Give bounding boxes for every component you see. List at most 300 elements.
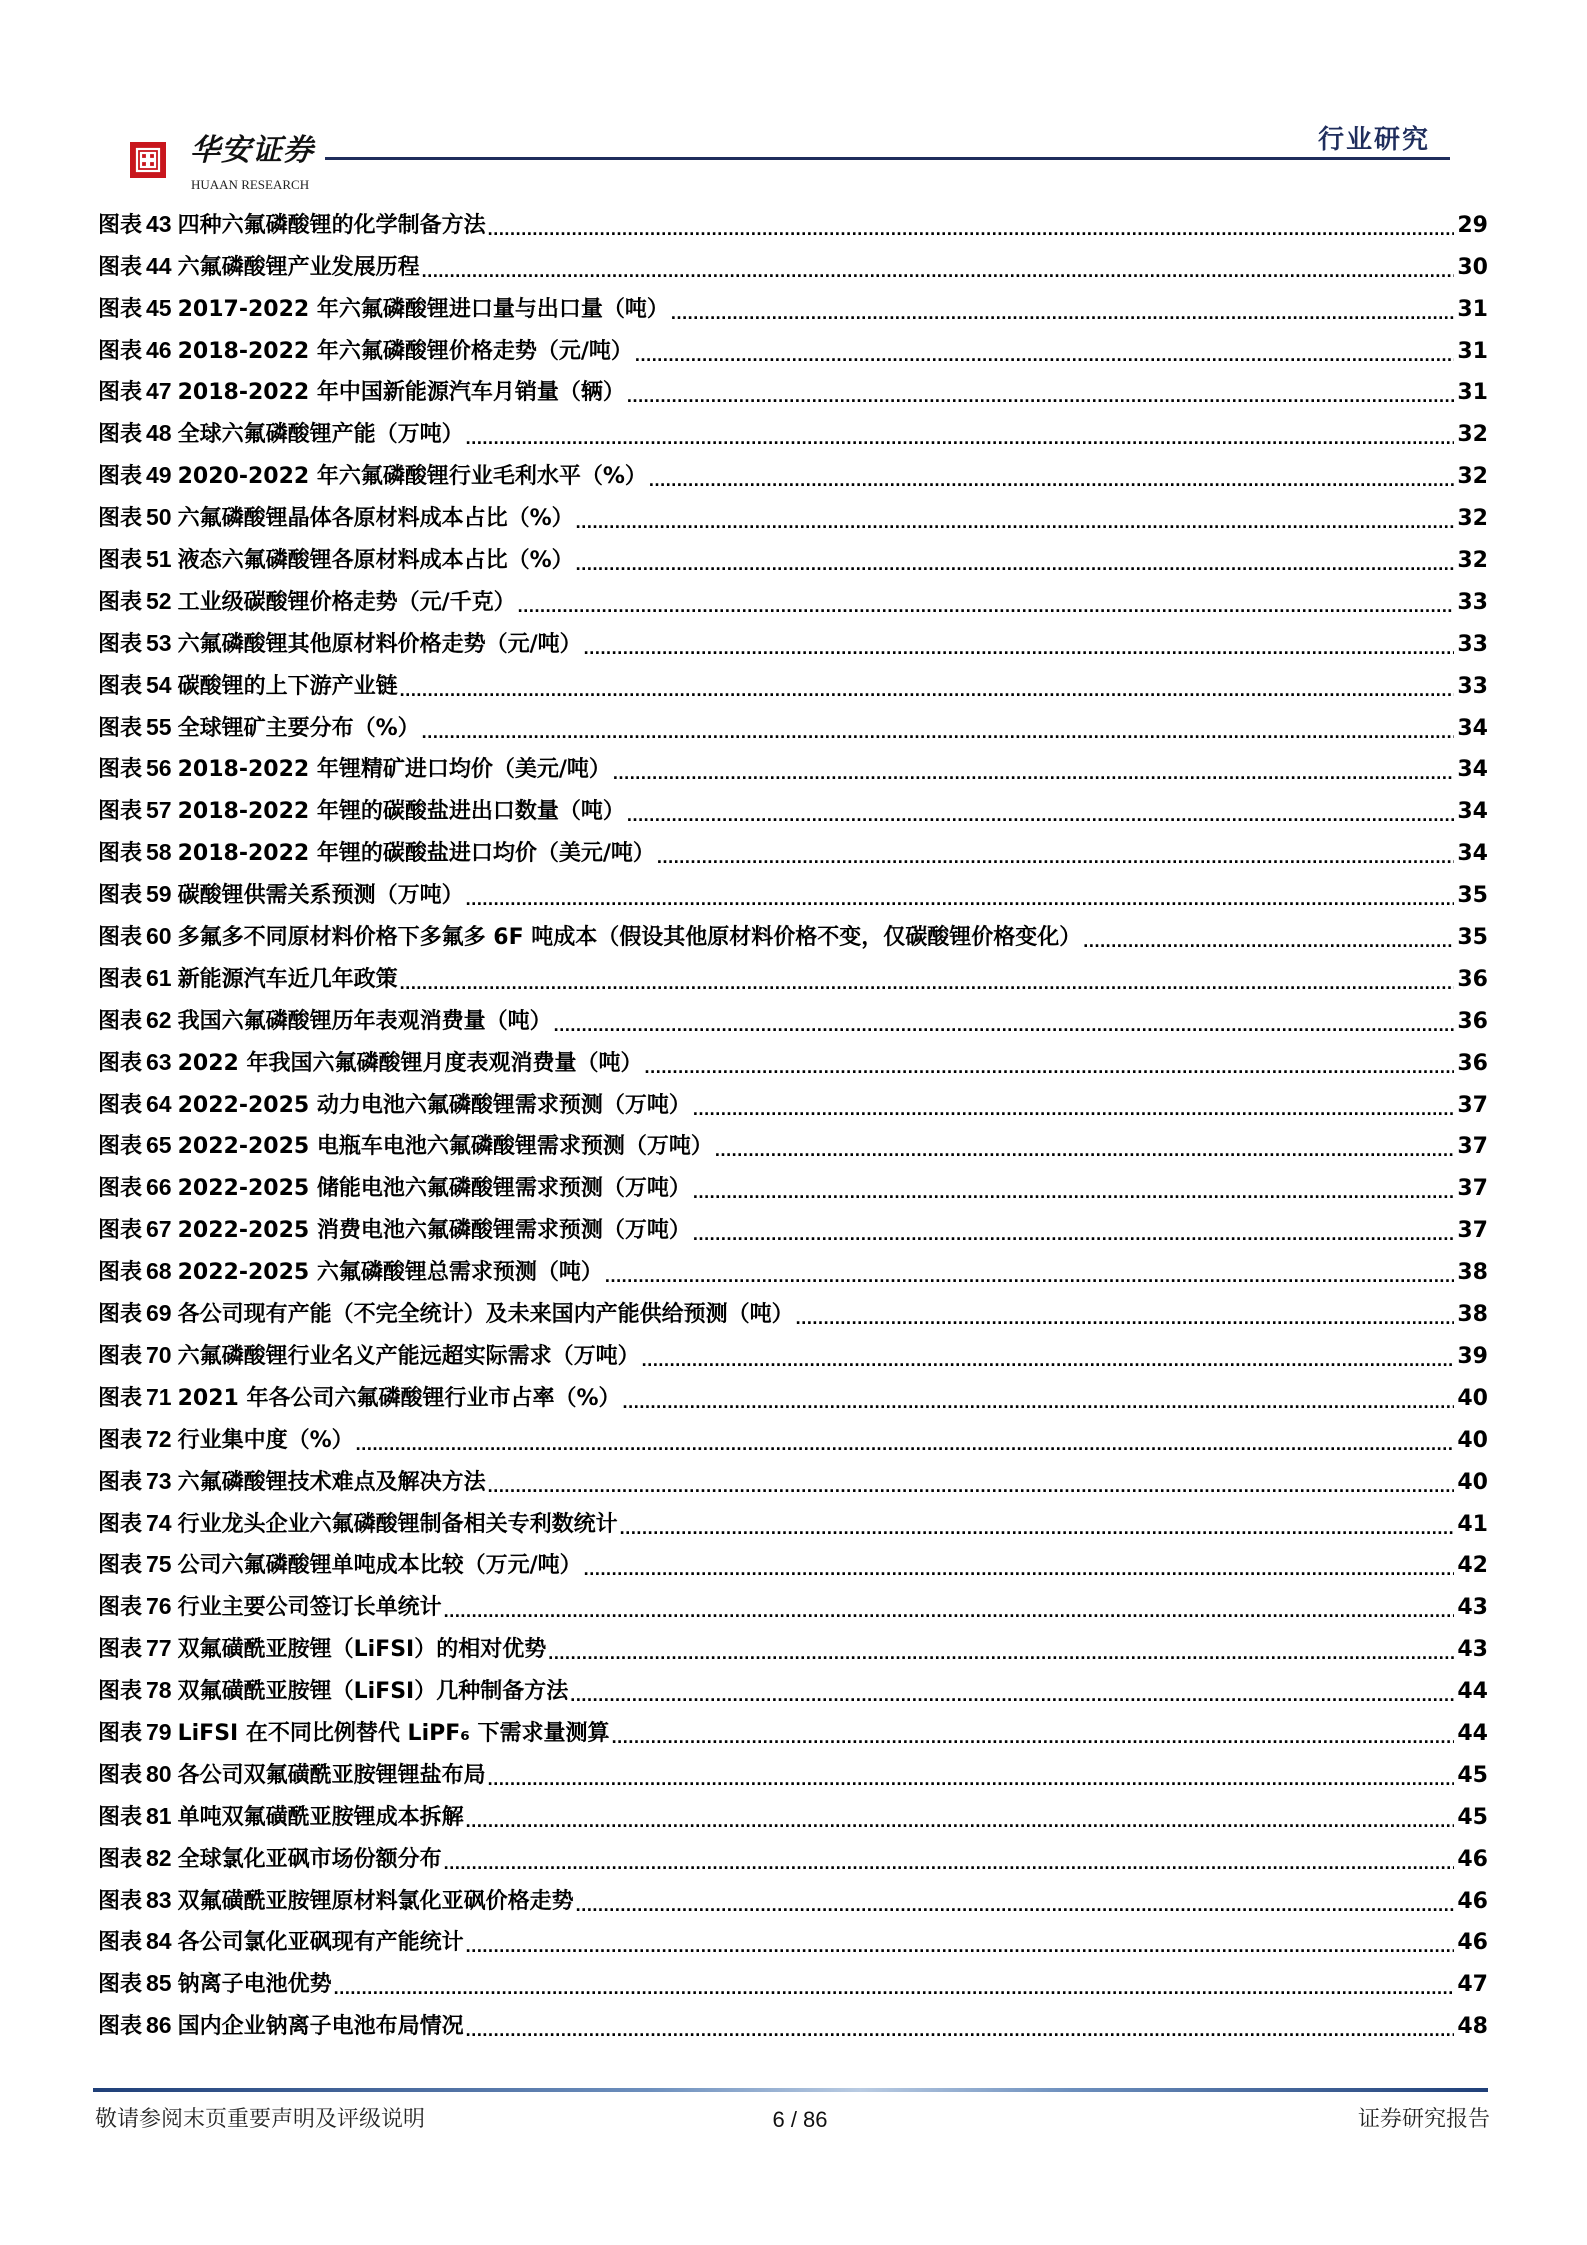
toc-entry-title: 2018-2022 年六氟磷酸锂价格走势（元/吨） <box>177 338 633 364</box>
toc-entry-title: 双氟磺酰亚胺锂原材料氯化亚砜价格走势 <box>177 1888 574 1914</box>
toc-entry-number: 81 <box>146 1802 172 1829</box>
toc-entry-number: 47 <box>146 378 172 405</box>
toc-entry-page[interactable]: 30 <box>1457 254 1488 280</box>
toc-entry-prefix: 图表 <box>98 422 143 448</box>
dot-leader <box>570 1678 1454 1706</box>
toc-entry-page[interactable]: 31 <box>1457 380 1488 406</box>
toc-entry-prefix: 图表 <box>98 1050 143 1076</box>
toc-entry[interactable] <box>98 198 1488 240</box>
table-of-figures <box>98 198 1488 2041</box>
toc-entry-number: 58 <box>146 839 172 866</box>
toc-entry-title: 国内企业钠离子电池布局情况 <box>177 2014 464 2040</box>
dot-leader <box>466 1804 1454 1832</box>
toc-entry-label[interactable] <box>98 1425 356 1455</box>
toc-entry-number: 65 <box>146 1132 172 1159</box>
toc-entry-title: 2022 年我国六氟磷酸锂月度表观消费量（吨） <box>177 1050 643 1076</box>
toc-entry-label[interactable] <box>98 1467 488 1497</box>
toc-entry[interactable] <box>98 784 1488 826</box>
dot-leader <box>627 798 1454 826</box>
toc-entry-prefix: 图表 <box>98 1679 143 1705</box>
toc-entry-title: 行业主要公司签订长单统计 <box>177 1595 442 1621</box>
toc-entry-page[interactable]: 32 <box>1457 548 1488 574</box>
toc-entry-prefix: 图表 <box>98 1427 143 1453</box>
toc-entry-label[interactable] <box>98 629 584 659</box>
toc-entry-page[interactable]: 38 <box>1457 1260 1488 1286</box>
toc-entry[interactable] <box>98 994 1488 1036</box>
toc-entry-prefix: 图表 <box>98 799 143 825</box>
toc-entry[interactable] <box>98 1748 1488 1790</box>
toc-entry[interactable] <box>98 617 1488 659</box>
dot-leader <box>715 1133 1454 1161</box>
toc-entry-label[interactable] <box>98 419 466 449</box>
toc-entry-number: 84 <box>146 1928 172 1955</box>
toc-entry-title: 单吨双氟磺酰亚胺锂成本拆解 <box>177 1804 464 1830</box>
toc-entry-title: 液态六氟磷酸锂各原材料成本占比（%） <box>177 548 574 574</box>
toc-entry-label[interactable] <box>98 587 518 617</box>
toc-entry[interactable] <box>98 1957 1488 1999</box>
toc-entry-label[interactable] <box>98 1173 693 1203</box>
toc-entry-page[interactable]: 41 <box>1457 1511 1488 1537</box>
dot-leader <box>693 1092 1454 1120</box>
toc-entry-number: 62 <box>146 1006 172 1033</box>
dot-leader <box>400 966 1454 994</box>
toc-entry-prefix: 图表 <box>98 841 143 867</box>
toc-entry[interactable] <box>98 1078 1488 1120</box>
toc-entry-label[interactable] <box>98 1509 620 1539</box>
toc-entry-page[interactable]: 45 <box>1457 1762 1488 1788</box>
toc-entry-page[interactable]: 29 <box>1457 212 1488 238</box>
toc-entry-title: 多氟多不同原材料价格下多氟多 6F 吨成本（假设其他原材料价格不变，仅碳酸锂价格变化） <box>177 925 1082 951</box>
toc-entry-page[interactable]: 32 <box>1457 464 1488 490</box>
toc-entry-title: 2018-2022 年中国新能源汽车月销量（辆） <box>177 380 625 406</box>
toc-entry-prefix: 图表 <box>98 1595 143 1621</box>
toc-entry-prefix: 图表 <box>98 1930 143 1956</box>
toc-entry[interactable] <box>98 1790 1488 1832</box>
toc-entry[interactable] <box>98 240 1488 282</box>
toc-entry-label[interactable] <box>98 545 576 575</box>
toc-entry[interactable] <box>98 533 1488 575</box>
toc-entry-label[interactable] <box>98 377 627 407</box>
toc-entry-prefix: 图表 <box>98 1302 143 1328</box>
toc-entry-page[interactable]: 39 <box>1457 1343 1488 1369</box>
toc-entry-number: 53 <box>146 629 172 656</box>
toc-entry-title: 双氟磺酰亚胺锂（LiFSI）的相对优势 <box>177 1637 547 1663</box>
toc-entry-label[interactable] <box>98 880 466 910</box>
toc-entry[interactable] <box>98 407 1488 449</box>
toc-entry-page[interactable]: 34 <box>1457 715 1488 741</box>
toc-entry[interactable] <box>98 282 1488 324</box>
toc-entry-number: 70 <box>146 1341 172 1368</box>
toc-entry-title: 2022-2025 六氟磷酸锂总需求预测（吨） <box>177 1260 603 1286</box>
toc-entry[interactable] <box>98 1203 1488 1245</box>
toc-entry-label[interactable] <box>98 1090 693 1120</box>
dot-leader <box>466 2013 1454 2041</box>
toc-entry[interactable] <box>98 1329 1488 1371</box>
toc-entry-title: 行业龙头企业六氟磷酸锂制备相关专利数统计 <box>177 1511 618 1537</box>
toc-entry[interactable] <box>98 1036 1488 1078</box>
toc-entry-page[interactable]: 33 <box>1457 589 1488 615</box>
dot-leader <box>645 1050 1454 1078</box>
toc-entry-number: 50 <box>146 504 172 531</box>
toc-entry-page[interactable]: 34 <box>1457 757 1488 783</box>
toc-entry-title: 六氟磷酸锂其他原材料价格走势（元/吨） <box>177 631 582 657</box>
toc-entry[interactable] <box>98 366 1488 408</box>
toc-entry-label[interactable] <box>98 1383 623 1413</box>
dot-leader <box>620 1511 1454 1539</box>
toc-entry-page[interactable]: 44 <box>1457 1679 1488 1705</box>
brand-logo-icon <box>130 142 166 178</box>
dot-leader <box>635 338 1454 366</box>
toc-entry-label[interactable] <box>98 1676 570 1706</box>
toc-entry[interactable] <box>98 1999 1488 2041</box>
toc-entry-page[interactable]: 31 <box>1457 296 1488 322</box>
toc-entry-title: 碳酸锂供需关系预测（万吨） <box>177 883 464 909</box>
dot-leader <box>422 715 1454 743</box>
toc-entry-prefix: 图表 <box>98 1511 143 1537</box>
toc-entry-prefix: 图表 <box>98 1846 143 1872</box>
toc-entry[interactable] <box>98 868 1488 910</box>
dot-leader <box>642 1343 1454 1371</box>
toc-entry-title: 2022-2025 电瓶车电池六氟磷酸锂需求预测（万吨） <box>177 1134 713 1160</box>
toc-entry[interactable] <box>98 491 1488 533</box>
dot-leader <box>466 421 1454 449</box>
toc-entry-number: 77 <box>146 1635 172 1662</box>
toc-entry-number: 45 <box>146 294 172 321</box>
dot-leader <box>671 296 1454 324</box>
toc-entry-page[interactable]: 40 <box>1457 1385 1488 1411</box>
toc-entry[interactable] <box>98 449 1488 491</box>
toc-entry[interactable] <box>98 1455 1488 1497</box>
toc-entry[interactable] <box>98 952 1488 994</box>
toc-entry-page[interactable]: 37 <box>1457 1218 1488 1244</box>
toc-entry-prefix: 图表 <box>98 1720 143 1746</box>
toc-entry-label[interactable] <box>98 1215 693 1245</box>
toc-entry-prefix: 图表 <box>98 1762 143 1788</box>
toc-entry-prefix: 图表 <box>98 296 143 322</box>
dot-leader <box>488 212 1454 240</box>
toc-entry-label[interactable] <box>98 1131 715 1161</box>
toc-entry-number: 69 <box>146 1300 172 1327</box>
section-tag: 行业研究 <box>1318 125 1431 155</box>
toc-entry-number: 57 <box>146 797 172 824</box>
toc-entry-prefix: 图表 <box>98 1804 143 1830</box>
toc-entry-label[interactable] <box>98 1886 576 1916</box>
toc-entry[interactable] <box>98 1120 1488 1162</box>
toc-entry-label[interactable] <box>98 503 576 533</box>
toc-entry-page[interactable]: 48 <box>1457 2014 1488 2040</box>
toc-entry-number: 59 <box>146 881 172 908</box>
toc-entry-title: 我国六氟磷酸锂历年表观消费量（吨） <box>177 1008 552 1034</box>
brand-name-cn: 华安证券 <box>190 133 314 168</box>
toc-entry-number: 48 <box>146 420 172 447</box>
toc-entry-prefix: 图表 <box>98 1385 143 1411</box>
toc-entry-title: 钠离子电池优势 <box>177 1972 332 1998</box>
toc-entry-prefix: 图表 <box>98 1134 143 1160</box>
toc-entry-prefix: 图表 <box>98 380 143 406</box>
dot-leader <box>627 379 1454 407</box>
toc-entry-title: 六氟磷酸锂技术难点及解决方法 <box>177 1469 486 1495</box>
toc-entry-number: 85 <box>146 1970 172 1997</box>
toc-entry-label[interactable] <box>98 671 400 701</box>
toc-entry-page[interactable]: 35 <box>1457 883 1488 909</box>
toc-entry[interactable] <box>98 1622 1488 1664</box>
toc-entry-label[interactable] <box>98 1844 444 1874</box>
toc-entry[interactable] <box>98 1580 1488 1622</box>
toc-entry-prefix: 图表 <box>98 1260 143 1286</box>
toc-entry-number: 79 <box>146 1718 172 1745</box>
toc-entry[interactable] <box>98 1874 1488 1916</box>
toc-entry-title: 工业级碳酸锂价格走势（元/千克） <box>177 589 516 615</box>
toc-entry-label[interactable] <box>98 754 613 784</box>
dot-leader <box>548 1636 1454 1664</box>
toc-entry[interactable] <box>98 743 1488 785</box>
toc-entry-page[interactable]: 42 <box>1457 1553 1488 1579</box>
dot-leader <box>1083 924 1454 952</box>
toc-entry-page[interactable]: 44 <box>1457 1720 1488 1746</box>
toc-entry-number: 66 <box>146 1174 172 1201</box>
toc-entry[interactable] <box>98 1413 1488 1455</box>
toc-entry-title: 六氟磷酸锂产业发展历程 <box>177 254 420 280</box>
dot-leader <box>796 1301 1454 1329</box>
toc-entry-number: 83 <box>146 1886 172 1913</box>
toc-entry-number: 63 <box>146 1048 172 1075</box>
dot-leader <box>693 1175 1454 1203</box>
toc-entry-prefix: 图表 <box>98 1092 143 1118</box>
toc-entry-title: 四种六氟磷酸锂的化学制备方法 <box>177 212 486 238</box>
footer-disclaimer: 敬请参阅末页重要声明及评级说明 <box>95 2107 426 2132</box>
toc-entry-number: 75 <box>146 1551 172 1578</box>
toc-entry-label[interactable] <box>98 461 649 491</box>
page-indicator: 6 / 86 <box>772 2107 828 2132</box>
dot-leader <box>488 1469 1454 1497</box>
dot-leader <box>444 1846 1454 1874</box>
toc-entry[interactable] <box>98 826 1488 868</box>
toc-entry-page[interactable]: 46 <box>1457 1930 1488 1956</box>
toc-entry-prefix: 图表 <box>98 966 143 992</box>
toc-entry-prefix: 图表 <box>98 506 143 532</box>
toc-entry-number: 71 <box>146 1383 172 1410</box>
toc-entry-label[interactable] <box>98 1550 584 1580</box>
toc-entry[interactable] <box>98 1497 1488 1539</box>
toc-entry-prefix: 图表 <box>98 1469 143 1495</box>
dot-leader <box>649 463 1454 491</box>
toc-entry-page[interactable]: 33 <box>1457 631 1488 657</box>
toc-entry-prefix: 图表 <box>98 212 143 238</box>
toc-entry-number: 67 <box>146 1216 172 1243</box>
toc-entry-number: 82 <box>146 1844 172 1871</box>
toc-entry-page[interactable]: 34 <box>1457 799 1488 825</box>
footer-doc-type: 证券研究报告 <box>1357 2107 1490 2132</box>
toc-entry-page[interactable]: 36 <box>1457 1008 1488 1034</box>
toc-entry-title: 2018-2022 年锂精矿进口均价（美元/吨） <box>177 757 611 783</box>
toc-entry-number: 43 <box>146 210 172 237</box>
toc-entry-prefix: 图表 <box>98 757 143 783</box>
dot-leader <box>613 756 1454 784</box>
toc-entry-prefix: 图表 <box>98 925 143 951</box>
toc-entry-prefix: 图表 <box>98 1218 143 1244</box>
toc-entry-label[interactable] <box>98 1927 466 1957</box>
toc-entry-label[interactable] <box>98 1969 334 1999</box>
toc-entry-number: 60 <box>146 923 172 950</box>
toc-entry-label[interactable] <box>98 1341 642 1371</box>
toc-entry[interactable] <box>98 1916 1488 1958</box>
toc-entry[interactable] <box>98 324 1488 366</box>
toc-entry-prefix: 图表 <box>98 589 143 615</box>
toc-entry-label[interactable] <box>98 796 627 826</box>
toc-entry-number: 44 <box>146 252 172 279</box>
toc-entry-number: 55 <box>146 713 172 740</box>
dot-leader <box>605 1259 1454 1287</box>
toc-entry-page[interactable]: 46 <box>1457 1846 1488 1872</box>
toc-entry[interactable] <box>98 575 1488 617</box>
toc-entry[interactable] <box>98 910 1488 952</box>
toc-entry-label[interactable] <box>98 1048 645 1078</box>
toc-entry-number: 76 <box>146 1593 172 1620</box>
dot-leader <box>584 631 1454 659</box>
toc-entry-page[interactable]: 32 <box>1457 506 1488 532</box>
toc-entry-prefix: 图表 <box>98 1176 143 1202</box>
toc-entry-label[interactable] <box>98 713 422 743</box>
dot-leader <box>444 1594 1454 1622</box>
toc-entry[interactable] <box>98 1161 1488 1203</box>
toc-entry-label[interactable] <box>98 1802 466 1832</box>
dot-leader <box>488 1762 1454 1790</box>
toc-entry-page[interactable]: 45 <box>1457 1804 1488 1830</box>
footer-divider <box>93 2088 1488 2092</box>
toc-entry-page[interactable]: 35 <box>1457 925 1488 951</box>
toc-entry-label[interactable] <box>98 1592 444 1622</box>
toc-entry-number: 52 <box>146 587 172 614</box>
toc-entry-page[interactable]: 36 <box>1457 966 1488 992</box>
dot-leader <box>584 1552 1454 1580</box>
toc-entry-number: 74 <box>146 1509 172 1536</box>
toc-entry-title: 各公司双氟磺酰亚胺锂锂盐布局 <box>177 1762 486 1788</box>
toc-entry-label[interactable] <box>98 210 488 240</box>
toc-entry-page[interactable]: 36 <box>1457 1050 1488 1076</box>
toc-entry-number: 73 <box>146 1467 172 1494</box>
toc-entry[interactable] <box>98 1664 1488 1706</box>
toc-entry-label[interactable] <box>98 1634 548 1664</box>
toc-entry-prefix: 图表 <box>98 631 143 657</box>
toc-entry-label[interactable] <box>98 838 657 868</box>
toc-entry-title: 全球氯化亚砜市场份额分布 <box>177 1846 442 1872</box>
toc-entry-page[interactable]: 37 <box>1457 1134 1488 1160</box>
toc-entry-page[interactable]: 32 <box>1457 422 1488 448</box>
dot-leader <box>466 1929 1454 1957</box>
toc-entry[interactable] <box>98 1245 1488 1287</box>
toc-entry[interactable] <box>98 659 1488 701</box>
toc-entry-number: 78 <box>146 1677 172 1704</box>
dot-leader <box>576 1888 1454 1916</box>
brand-name-en: HUAAN RESEARCH <box>191 177 310 192</box>
toc-entry-prefix: 图表 <box>98 2014 143 2040</box>
toc-entry-title: 2018-2022 年锂的碳酸盐进出口数量（吨） <box>177 799 625 825</box>
toc-entry-title: 各公司氯化亚砜现有产能统计 <box>177 1930 464 1956</box>
dot-leader <box>466 882 1454 910</box>
toc-entry-page[interactable]: 43 <box>1457 1595 1488 1621</box>
toc-entry-title: 碳酸锂的上下游产业链 <box>177 673 398 699</box>
toc-entry-prefix: 图表 <box>98 464 143 490</box>
toc-entry-page[interactable]: 38 <box>1457 1302 1488 1328</box>
toc-entry-prefix: 图表 <box>98 1637 143 1663</box>
toc-entry-title: LiFSI 在不同比例替代 LiPF₆ 下需求量测算 <box>177 1720 610 1746</box>
toc-entry[interactable] <box>98 701 1488 743</box>
dot-leader <box>356 1427 1454 1455</box>
toc-entry-number: 61 <box>146 964 172 991</box>
toc-entry-title: 2022-2025 消费电池六氟磷酸锂需求预测（万吨） <box>177 1218 691 1244</box>
toc-entry-page[interactable]: 34 <box>1457 841 1488 867</box>
toc-entry-label[interactable] <box>98 336 635 366</box>
toc-entry-label[interactable] <box>98 1760 488 1790</box>
toc-entry-title: 2021 年各公司六氟磷酸锂行业市占率（%） <box>177 1385 621 1411</box>
toc-entry-label[interactable] <box>98 1718 612 1748</box>
toc-entry[interactable] <box>98 1706 1488 1748</box>
toc-entry[interactable] <box>98 1287 1488 1329</box>
toc-entry-title: 2022-2025 动力电池六氟磷酸锂需求预测（万吨） <box>177 1092 691 1118</box>
toc-entry-number: 80 <box>146 1760 172 1787</box>
toc-entry-number: 56 <box>146 755 172 782</box>
toc-entry-page[interactable]: 37 <box>1457 1176 1488 1202</box>
toc-entry-page[interactable]: 33 <box>1457 673 1488 699</box>
toc-entry-label[interactable] <box>98 1257 605 1287</box>
toc-entry-title: 2017-2022 年六氟磷酸锂进口量与出口量（吨） <box>177 296 669 322</box>
toc-entry-prefix: 图表 <box>98 1553 143 1579</box>
toc-entry-label[interactable] <box>98 922 1083 952</box>
toc-entry-title: 2022-2025 储能电池六氟磷酸锂需求预测（万吨） <box>177 1176 691 1202</box>
toc-entry-prefix: 图表 <box>98 883 143 909</box>
toc-entry-label[interactable] <box>98 1006 554 1036</box>
dot-leader <box>657 840 1454 868</box>
toc-entry-title: 六氟磷酸锂行业名义产能远超实际需求（万吨） <box>177 1343 640 1369</box>
toc-entry[interactable] <box>98 1371 1488 1413</box>
toc-entry-prefix: 图表 <box>98 1888 143 1914</box>
toc-entry-title: 2020-2022 年六氟磷酸锂行业毛利水平（%） <box>177 464 647 490</box>
dot-leader <box>400 673 1454 701</box>
toc-entry-label[interactable] <box>98 294 671 324</box>
toc-entry-label[interactable] <box>98 2011 466 2041</box>
toc-entry-title: 新能源汽车近几年政策 <box>177 966 398 992</box>
toc-entry-label[interactable] <box>98 1299 796 1329</box>
toc-entry-number: 64 <box>146 1090 172 1117</box>
dot-leader <box>554 1008 1454 1036</box>
toc-entry-page[interactable]: 40 <box>1457 1427 1488 1453</box>
toc-entry[interactable] <box>98 1832 1488 1874</box>
toc-entry-page[interactable]: 31 <box>1457 338 1488 364</box>
toc-entry-page[interactable]: 40 <box>1457 1469 1488 1495</box>
toc-entry-prefix: 图表 <box>98 254 143 280</box>
toc-entry-title: 全球锂矿主要分布（%） <box>177 715 420 741</box>
toc-entry-prefix: 图表 <box>98 338 143 364</box>
toc-entry-prefix: 图表 <box>98 1008 143 1034</box>
toc-entry-label[interactable] <box>98 964 400 994</box>
toc-entry-number: 86 <box>146 2012 172 2039</box>
dot-leader <box>576 505 1454 533</box>
toc-entry-number: 51 <box>146 546 172 573</box>
toc-entry[interactable] <box>98 1539 1488 1581</box>
header-divider <box>325 157 1450 160</box>
toc-entry-title: 2018-2022 年锂的碳酸盐进口均价（美元/吨） <box>177 841 655 867</box>
toc-entry-number: 49 <box>146 462 172 489</box>
toc-entry-title: 全球六氟磷酸锂产能（万吨） <box>177 422 464 448</box>
toc-entry-page[interactable]: 46 <box>1457 1888 1488 1914</box>
toc-entry-title: 公司六氟磷酸锂单吨成本比较（万元/吨） <box>177 1553 582 1579</box>
dot-leader <box>422 254 1454 282</box>
toc-entry-page[interactable]: 37 <box>1457 1092 1488 1118</box>
dot-leader <box>334 1971 1454 1999</box>
toc-entry-label[interactable] <box>98 252 422 282</box>
toc-entry-page[interactable]: 47 <box>1457 1972 1488 1998</box>
toc-entry-page[interactable]: 43 <box>1457 1637 1488 1663</box>
